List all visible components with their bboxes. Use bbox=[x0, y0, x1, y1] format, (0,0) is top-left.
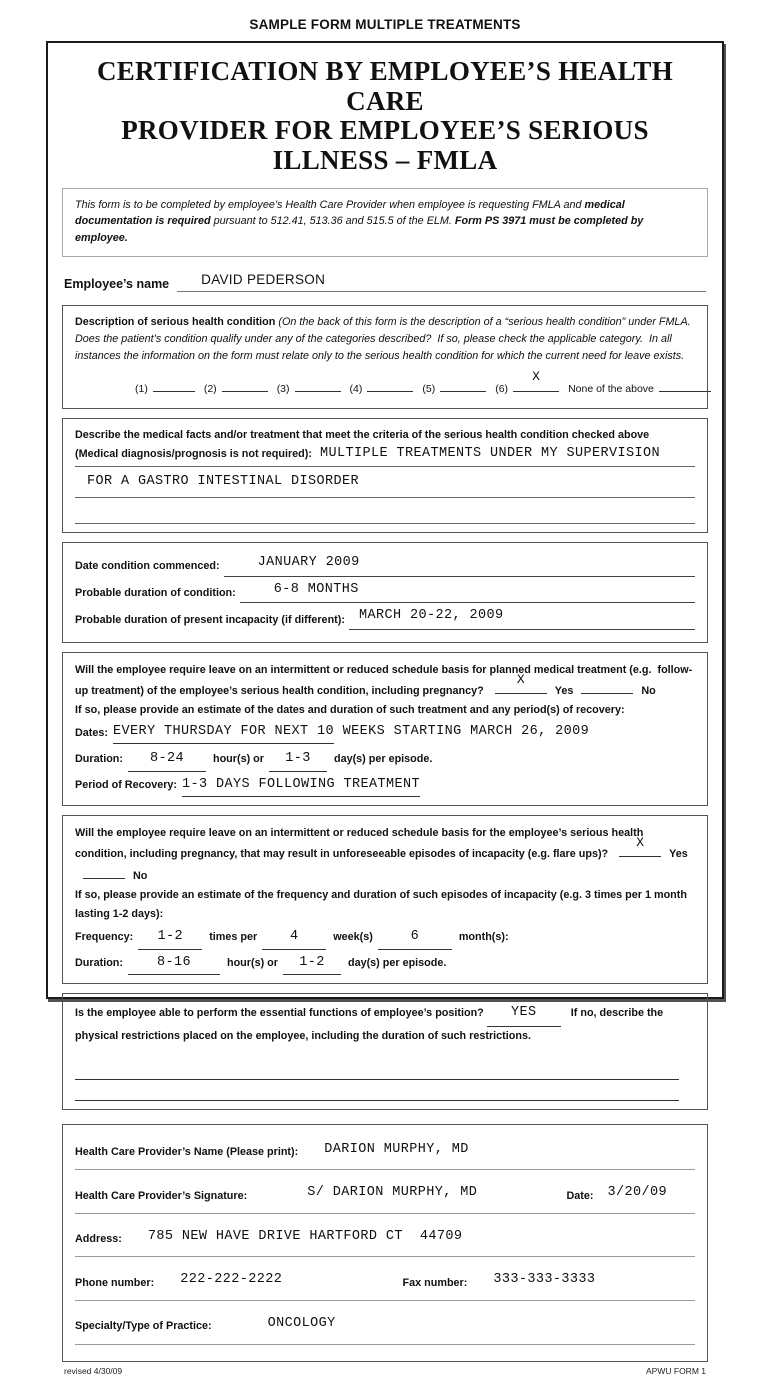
phone-group bbox=[75, 1271, 403, 1293]
times-per-label: times per bbox=[209, 931, 258, 944]
medical-facts-line-2[interactable] bbox=[75, 467, 695, 498]
flare-duration-hours-value: 8-16 bbox=[156, 954, 191, 970]
essential-answer-value: YES bbox=[511, 1005, 537, 1021]
planned-yes-blank[interactable] bbox=[495, 671, 547, 694]
flare-days-label: day(s) per episode. bbox=[347, 956, 447, 969]
planned-duration-hours-field[interactable] bbox=[128, 749, 206, 772]
planned-recovery-field[interactable] bbox=[182, 775, 420, 798]
category-3-blank[interactable] bbox=[295, 378, 341, 392]
frequency-label: Frequency: bbox=[75, 931, 134, 944]
restrictions-blank-line-2[interactable] bbox=[75, 1080, 679, 1101]
employee-name-field[interactable] bbox=[177, 273, 706, 292]
condition-description-text bbox=[75, 314, 695, 366]
planned-duration-label: Duration: bbox=[75, 752, 123, 765]
weeks-value: 4 bbox=[289, 929, 299, 945]
instruction-bold-2: Form PS 3971 must be completed by employee. bbox=[75, 215, 647, 245]
provider-signature-value[interactable]: S/ DARION MURPHY, MD bbox=[307, 1185, 478, 1201]
provider-name-row bbox=[75, 1127, 695, 1171]
essential-functions-box bbox=[62, 993, 708, 1109]
medical-facts-line bbox=[75, 427, 695, 468]
flare-ups-box bbox=[62, 815, 708, 984]
medical-facts-value-1[interactable]: MULTIPLE TREATMENTS UNDER MY SUPERVISION bbox=[319, 445, 661, 461]
condition-description-lead: Description of serious health condition bbox=[75, 315, 279, 328]
instruction-text-2: pursuant to 512.41, 513.36 and 515.5 of the ELM. bbox=[210, 215, 455, 228]
condition-description-box bbox=[62, 305, 708, 409]
planned-days-label: day(s) per episode. bbox=[333, 752, 433, 765]
essential-question-part2: If no, describe the physical restrictions placed on the employee, including the duration of such restrictions. bbox=[75, 1007, 667, 1043]
present-incapacity-row bbox=[75, 607, 695, 630]
present-incapacity-field[interactable] bbox=[349, 607, 695, 630]
flare-duration-label: Duration: bbox=[75, 956, 123, 969]
page-title: SAMPLE FORM MULTIPLE TREATMENTS bbox=[249, 17, 521, 32]
flare-estimate-text: If so, please provide an estimate of the frequency and duration of such episodes of incapacity (e.g. 3 times per 1 month lasting 1-2 days): bbox=[75, 888, 690, 920]
present-incapacity-value: MARCH 20-22, 2009 bbox=[358, 608, 504, 624]
duration-condition-label: Probable duration of condition: bbox=[75, 586, 236, 599]
flare-ups-question-text: Will the employee require leave on an intermittent or reduced schedule basis for the employee’s serious health condition, including pregnancy, that may result in unforeseeable episodes of incapacity (e.g. flare ups)? bbox=[75, 827, 647, 861]
flare-duration-hours-field[interactable] bbox=[128, 953, 220, 976]
specialty-value[interactable]: ONCOLOGY bbox=[267, 1315, 336, 1331]
form-heading-line2: PROVIDER FOR EMPLOYEE’S SERIOUS ILLNESS – FMLA bbox=[121, 115, 649, 176]
planned-dates-line bbox=[75, 723, 695, 746]
duration-condition-value: 6-8 MONTHS bbox=[273, 581, 359, 597]
instruction-box bbox=[62, 188, 708, 257]
planned-estimate-line bbox=[75, 701, 695, 720]
category-5-blank[interactable] bbox=[440, 378, 486, 392]
category-3-label: (3) bbox=[276, 382, 290, 395]
provider-signature-label: Health Care Provider’s Signature: bbox=[75, 1189, 248, 1202]
planned-estimate-text: If so, please provide an estimate of the dates and duration of such treatment and any period(s) of recovery: bbox=[75, 704, 625, 717]
provider-signature-row bbox=[75, 1170, 695, 1214]
category-5-label: (5) bbox=[422, 382, 436, 395]
planned-dates-label: Dates: bbox=[75, 727, 109, 740]
address-value[interactable]: 785 NEW HAVE DRIVE HARTFORD CT 44709 bbox=[147, 1228, 463, 1244]
planned-treatment-question-text: Will the employee require leave on an intermittent or reduced schedule basis for planned medical treatment (e.g. follow-up treatment) of the employee’s serious health condition, including pregnancy? bbox=[75, 663, 693, 697]
category-1-blank[interactable] bbox=[153, 378, 195, 392]
date-commenced-label: Date condition commenced: bbox=[75, 560, 220, 573]
essential-question-part1: Is the employee able to perform the essential functions of employee’s position? bbox=[75, 1007, 487, 1020]
form-border bbox=[46, 41, 724, 1376]
condition-description-body: (On the back of this form is the description of a “serious health condition” under FMLA. Does the patient’s condition qualify under any of the categories described? If so, please check the applicable category. In all instances the information on the form must relate only to the serious health condition for which the current need for leave exists. bbox=[75, 315, 694, 363]
phone-label: Phone number: bbox=[75, 1276, 155, 1289]
months-label: month(s): bbox=[458, 931, 509, 944]
planned-recovery-line bbox=[75, 775, 695, 798]
specialty-label: Specialty/Type of Practice: bbox=[75, 1320, 212, 1333]
duration-condition-row bbox=[75, 581, 695, 604]
employee-name-value: DAVID PEDERSON bbox=[201, 271, 326, 287]
date-commenced-value: JANUARY 2009 bbox=[257, 555, 360, 570]
planned-recovery-value: 1-3 DAYS FOLLOWING TREATMENT bbox=[182, 776, 421, 792]
medical-facts-blank-line[interactable] bbox=[75, 498, 695, 524]
frequency-value: 1-2 bbox=[157, 929, 183, 945]
weeks-label: week(s) bbox=[333, 931, 373, 944]
frequency-field[interactable] bbox=[138, 927, 202, 950]
provider-name-value[interactable]: DARION MURPHY, MD bbox=[324, 1141, 469, 1157]
planned-no-label: No bbox=[641, 684, 656, 697]
provider-address-row bbox=[75, 1214, 695, 1258]
duration-condition-field[interactable] bbox=[240, 581, 695, 604]
planned-recovery-label: Period of Recovery: bbox=[75, 778, 178, 791]
flare-duration-line bbox=[75, 953, 695, 976]
planned-hours-label: hour(s) or bbox=[212, 752, 264, 765]
frequency-line bbox=[75, 927, 695, 950]
none-of-the-above-blank[interactable] bbox=[659, 378, 711, 392]
category-2-blank[interactable] bbox=[222, 378, 268, 392]
phone-value[interactable]: 222-222-2222 bbox=[180, 1272, 283, 1288]
flare-estimate-line bbox=[75, 886, 695, 924]
flare-yes-label: Yes bbox=[669, 848, 688, 861]
instruction-bold-1: medical documentation is required bbox=[75, 198, 628, 228]
flare-duration-days-field[interactable] bbox=[283, 953, 341, 976]
footer-form-number: APWU FORM 1 bbox=[646, 1365, 706, 1376]
medical-facts-box bbox=[62, 418, 708, 533]
none-of-the-above-label: None of the above bbox=[568, 382, 654, 395]
employee-name-row bbox=[64, 273, 706, 292]
restrictions-blank-line-1[interactable] bbox=[75, 1059, 679, 1080]
category-6-x-mark: X bbox=[532, 368, 540, 384]
planned-duration-line bbox=[75, 749, 695, 772]
flare-yes-x-mark: X bbox=[636, 835, 645, 851]
months-field[interactable] bbox=[378, 927, 452, 950]
planned-no-blank[interactable] bbox=[581, 680, 633, 694]
signature-date-group bbox=[566, 1184, 667, 1206]
essential-functions-question bbox=[75, 1002, 695, 1046]
category-4-blank[interactable] bbox=[367, 378, 413, 392]
planned-duration-days-value: 1-3 bbox=[285, 750, 311, 766]
provider-specialty-row bbox=[75, 1301, 695, 1345]
fax-group bbox=[403, 1271, 695, 1293]
planned-duration-hours-value: 8-24 bbox=[149, 750, 184, 766]
medical-facts-label: Describe the medical facts and/or treatment that meet the criteria of the serious health condition checked above (Medical diagnosis/prognosis is not required): bbox=[75, 428, 653, 460]
months-value: 6 bbox=[410, 929, 420, 945]
planned-treatment-box bbox=[62, 652, 708, 806]
category-checkbox-row bbox=[75, 368, 695, 398]
flare-duration-days-value: 1-2 bbox=[299, 954, 325, 970]
provider-box bbox=[62, 1124, 708, 1362]
flare-ups-question bbox=[75, 824, 695, 886]
planned-dates-value-underlined[interactable]: EVERY THURSDAY FOR NEXT 10 bbox=[113, 721, 334, 744]
planned-dates-value-rest[interactable]: WEEKS STARTING MARCH 26, 2009 bbox=[334, 724, 590, 740]
provider-box-spacer bbox=[75, 1345, 695, 1357]
planned-yes-label: Yes bbox=[554, 684, 574, 697]
form-heading-line1: CERTIFICATION BY EMPLOYEE’S HEALTH CARE bbox=[96, 56, 674, 116]
date-commenced-field[interactable] bbox=[224, 554, 695, 577]
category-6-blank[interactable] bbox=[513, 368, 559, 392]
footer-revised-date: revised 4/30/09 bbox=[64, 1365, 123, 1376]
category-1-label: (1) bbox=[135, 382, 148, 395]
flare-no-label: No bbox=[133, 869, 148, 882]
planned-duration-days-field[interactable] bbox=[269, 749, 327, 772]
date-commenced-row bbox=[75, 554, 695, 577]
fax-value[interactable]: 333-333-3333 bbox=[493, 1272, 596, 1288]
flare-hours-label: hour(s) or bbox=[226, 956, 278, 969]
fax-label: Fax number: bbox=[402, 1276, 468, 1289]
category-4-label: (4) bbox=[349, 382, 363, 395]
category-2-label: (2) bbox=[203, 382, 217, 395]
planned-yes-x-mark: X bbox=[516, 671, 525, 687]
present-incapacity-label: Probable duration of present incapacity (if different): bbox=[75, 613, 345, 626]
date-label: Date: bbox=[566, 1189, 594, 1202]
weeks-field[interactable] bbox=[262, 927, 326, 950]
provider-phone-row bbox=[75, 1257, 695, 1301]
form-footer bbox=[62, 1362, 708, 1378]
instruction-text: This form is to be completed by employee’s Health Care Provider when employee is requesting FMLA and bbox=[75, 198, 585, 211]
planned-treatment-question bbox=[75, 661, 695, 701]
category-6-label: (6) bbox=[495, 382, 509, 395]
flare-no-blank[interactable] bbox=[83, 865, 125, 879]
medical-facts-value-2: FOR A GASTRO INTESTINAL DISORDER bbox=[87, 474, 360, 490]
provider-name-label: Health Care Provider’s Name (Please print): bbox=[75, 1145, 299, 1158]
flare-yes-blank[interactable] bbox=[619, 835, 661, 857]
dates-box bbox=[62, 542, 708, 643]
form-heading bbox=[62, 57, 708, 176]
employee-name-label: Employee’s name bbox=[64, 276, 170, 291]
address-label: Address: bbox=[75, 1233, 122, 1246]
date-value[interactable]: 3/20/09 bbox=[607, 1185, 667, 1201]
